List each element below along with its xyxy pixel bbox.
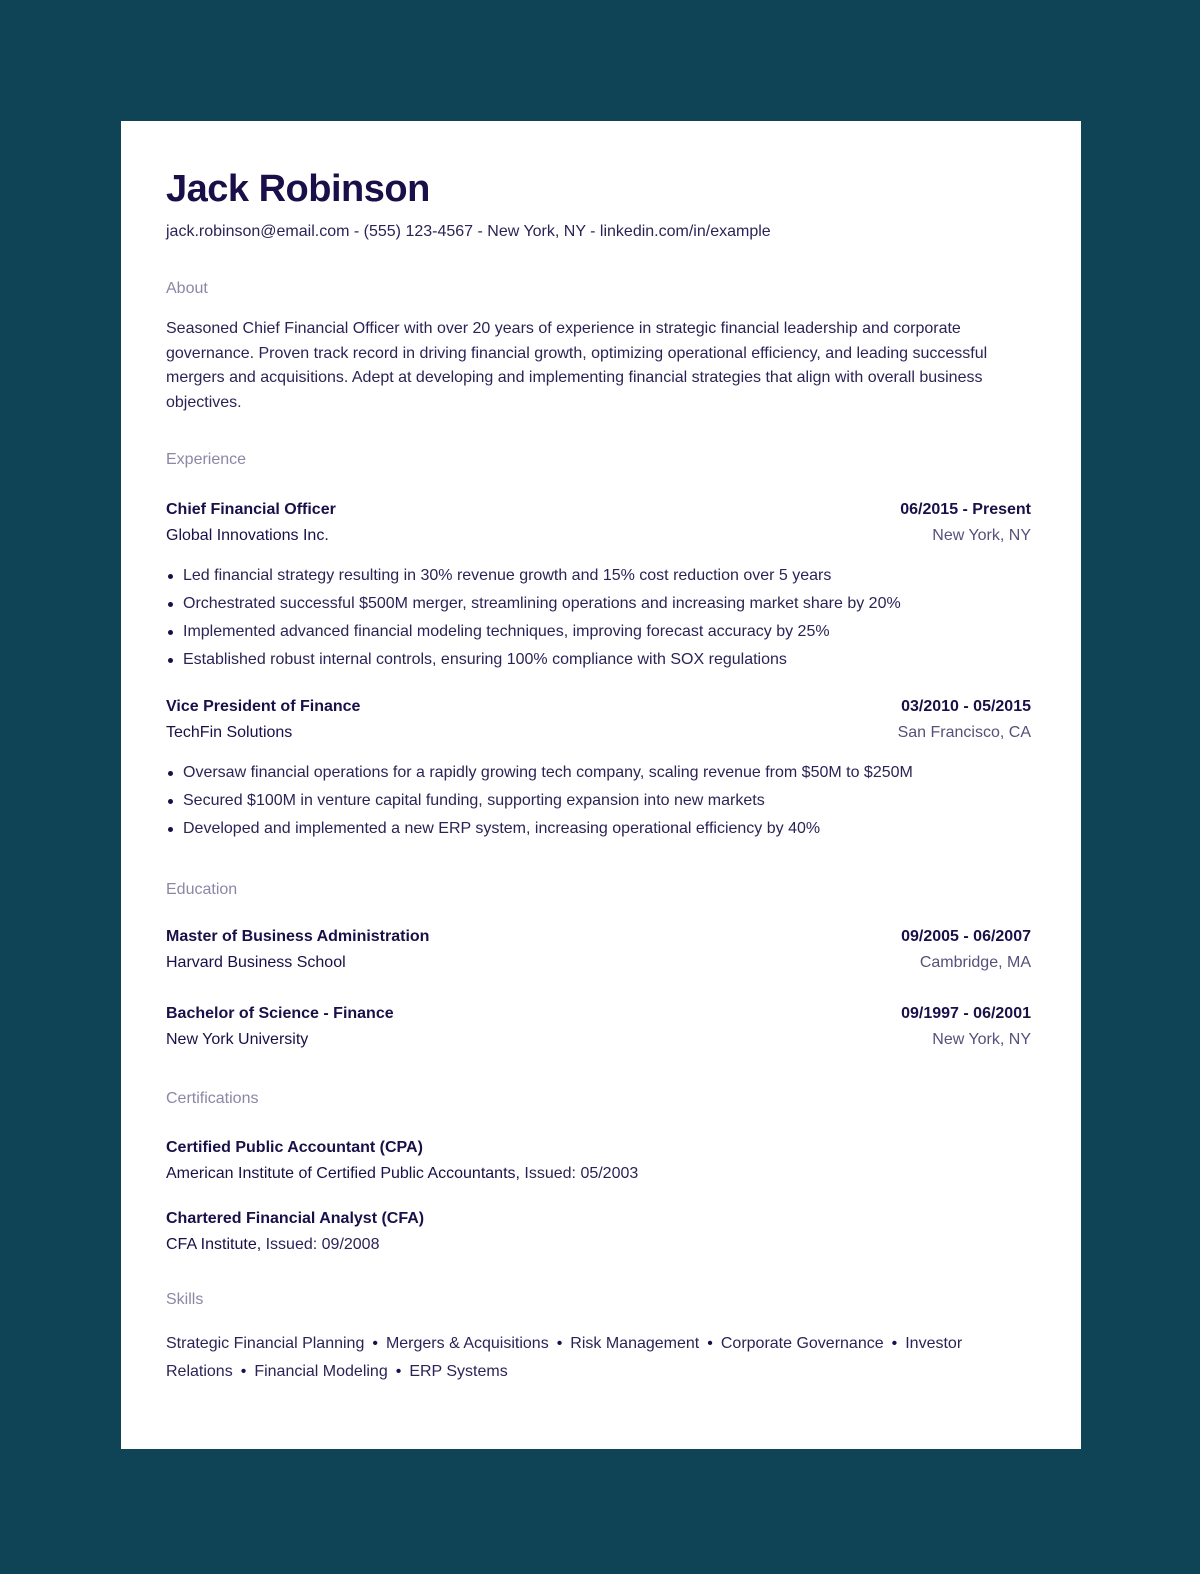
job-bullet: Developed and implemented a new ERP system, increasing operational efficiency by 40% xyxy=(166,815,1031,843)
job-role: Vice President of Finance xyxy=(166,698,361,715)
skill-item: Strategic Financial Planning xyxy=(166,1335,365,1352)
job-bullet: Implemented advanced financial modeling techniques, improving forecast accuracy by 25% xyxy=(166,618,1031,646)
degree: Bachelor of Science - Finance xyxy=(166,1005,394,1022)
about-text: Seasoned Chief Financial Officer with over 20 years of experience in strategic financial leadership and corporate governance. Proven track record in driving financial growth, optimizing operational efficiency, and leading successful mergers and acquisitions. Adept at developing and implementing financial strategies that align with overall business objectives. xyxy=(166,320,988,411)
job-dates: 06/2015 - Present xyxy=(900,501,1031,518)
skill-separator: • xyxy=(240,1363,247,1380)
experience-header xyxy=(166,694,1031,720)
section-title-certifications: Certifications xyxy=(166,1090,259,1107)
job-location: San Francisco, CA xyxy=(897,724,1031,741)
education-subheader xyxy=(166,950,1031,976)
resume-name: Jack Robinson xyxy=(166,168,430,210)
skill-item: Mergers & Acquisitions xyxy=(385,1335,549,1352)
experience-subheader xyxy=(166,720,1031,746)
education-location: New York, NY xyxy=(932,1031,1031,1048)
skill-separator: • xyxy=(556,1335,563,1352)
certification-name: Chartered Financial Analyst (CFA) xyxy=(166,1210,425,1227)
section-title-about: About xyxy=(166,280,208,297)
skill-item: Investor Relations xyxy=(166,1335,963,1380)
education-header xyxy=(166,1001,1031,1027)
certification-issued: Issued: 09/2008 xyxy=(265,1236,380,1253)
job-role: Chief Financial Officer xyxy=(166,501,336,518)
job-bullet: Led financial strategy resulting in 30% revenue growth and 15% cost reduction over 5 years xyxy=(166,562,1031,590)
skill-separator: • xyxy=(707,1335,713,1352)
skill-separator: • xyxy=(372,1335,378,1352)
school: New York University xyxy=(166,1031,309,1048)
certification-name: Certified Public Accountant (CPA) xyxy=(166,1139,423,1156)
certification-issuer-line xyxy=(166,1161,1031,1187)
certification-issuer-line xyxy=(166,1232,1031,1258)
experience-subheader xyxy=(166,523,1031,549)
job-bullets xyxy=(166,562,1031,674)
experience-entry xyxy=(166,497,1031,674)
section-title-education: Education xyxy=(166,881,238,898)
education-entry xyxy=(166,924,1031,976)
education-location: Cambridge, MA xyxy=(919,954,1031,971)
education-dates: 09/2005 - 06/2007 xyxy=(901,928,1031,945)
job-bullet: Orchestrated successful $500M merger, streamlining operations and increasing market share by 20% xyxy=(166,590,1031,618)
education-entry xyxy=(166,1001,1031,1053)
section-title-experience: Experience xyxy=(166,451,247,468)
job-bullets xyxy=(166,759,1031,843)
skill-item: Risk Management xyxy=(570,1335,700,1352)
certification-issuer: CFA Institute, xyxy=(166,1236,262,1253)
job-location: New York, NY xyxy=(932,527,1031,544)
job-bullet: Established robust internal controls, ensuring 100% compliance with SOX regulations xyxy=(166,646,1031,674)
education-subheader xyxy=(166,1027,1031,1053)
certification-issuer: American Institute of Certified Public Accountants, xyxy=(166,1165,520,1182)
resume-page xyxy=(121,121,1081,1449)
certification-issued: Issued: 05/2003 xyxy=(524,1165,639,1182)
skill-item: Financial Modeling xyxy=(254,1363,388,1380)
skill-separator: • xyxy=(891,1335,898,1352)
education-header xyxy=(166,924,1031,950)
job-bullet: Oversaw financial operations for a rapidly growing tech company, scaling revenue from $50M to $250M xyxy=(166,759,1031,787)
job-company: TechFin Solutions xyxy=(166,724,293,741)
job-bullet: Secured $100M in venture capital funding, supporting expansion into new markets xyxy=(166,787,1031,815)
skill-item: ERP Systems xyxy=(409,1363,508,1380)
skill-item: Corporate Governance xyxy=(720,1335,884,1352)
education-dates: 09/1997 - 06/2001 xyxy=(901,1005,1031,1022)
experience-header xyxy=(166,497,1031,523)
section-title-skills: Skills xyxy=(166,1291,204,1308)
experience-entry xyxy=(166,694,1031,843)
job-dates: 03/2010 - 05/2015 xyxy=(901,698,1031,715)
certification-entry xyxy=(166,1135,1031,1187)
skills-list xyxy=(166,1330,1031,1386)
degree: Master of Business Administration xyxy=(166,928,430,945)
school: Harvard Business School xyxy=(166,954,346,971)
certification-entry xyxy=(166,1206,1031,1258)
contact-line: jack.robinson@email.com - (555) 123-4567 - New York, NY - linkedin.com/in/example xyxy=(166,223,771,240)
job-company: Global Innovations Inc. xyxy=(166,527,329,544)
skill-separator: • xyxy=(395,1363,402,1380)
